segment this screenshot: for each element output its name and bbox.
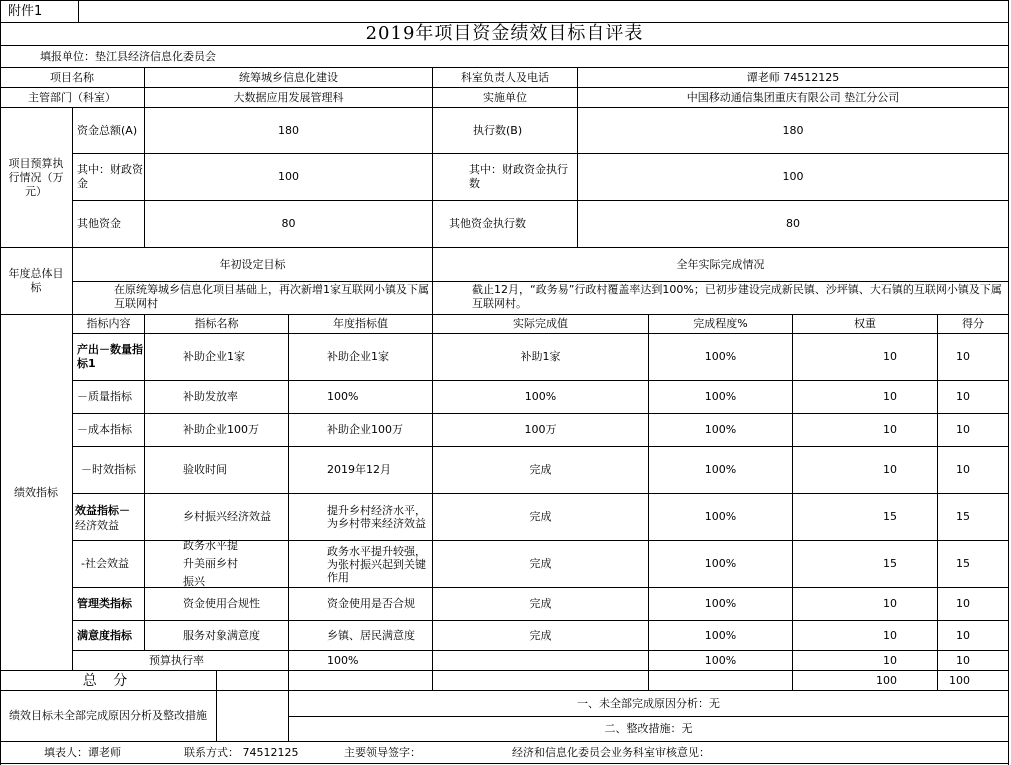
table-row-actual: 100%: [524, 390, 557, 403]
header-actual: 实际完成值: [513, 317, 568, 330]
table-row-content: －时效指标: [81, 463, 136, 476]
exec-value: 180: [782, 123, 804, 137]
table-row-degree: 100%: [704, 350, 737, 363]
review-opinion: 经济和信息化委员会业务科室审核意见：: [512, 745, 710, 759]
table-row-name: 补助企业1家: [183, 350, 245, 363]
total-score-label: 总 分: [82, 672, 134, 689]
actual-header: 全年实际完成情况: [676, 257, 765, 271]
table-row-name: 补助企业100万: [183, 423, 259, 436]
other-exec-value: 80: [786, 217, 800, 230]
table-row-weight: 10: [883, 597, 897, 610]
header-weight: 权重: [854, 317, 876, 330]
analysis-measure: 二、整改措施：无: [604, 722, 693, 735]
table-row-target: 补助企业1家: [327, 350, 389, 363]
table-row-name: 服务对象满意度: [183, 628, 260, 642]
attachment-label: 附件1: [8, 3, 43, 19]
table-row-weight: 15: [883, 510, 897, 523]
table-row-degree: 100%: [704, 423, 737, 436]
annual-goal-label: 年度总体目标: [8, 267, 64, 294]
leader-signature: 主要领导签字：: [344, 745, 421, 759]
dept-value: 大数据应用发展管理科: [233, 90, 344, 104]
table-row-degree: 100%: [704, 597, 737, 610]
table-row-weight: 15: [883, 557, 897, 570]
header-target: 年度指标值: [333, 317, 388, 330]
table-row-content: 产出－数量指标1: [77, 343, 143, 370]
table-row-name: 政务水平提升美丽乡村振兴: [183, 539, 238, 588]
header-name: 指标名称: [194, 317, 239, 330]
table-row-content: 管理类指标: [77, 597, 132, 610]
table-row-weight: 10: [883, 628, 897, 642]
dept-label: 主管部门（科室）: [28, 90, 116, 104]
total-weight: 100: [876, 673, 897, 687]
table-row-degree: 100%: [704, 628, 737, 642]
fiscal-exec-label: 其中：财政资金执行数: [469, 163, 568, 190]
table-row-weight: 10: [883, 463, 897, 476]
table-row-actual: 完成: [529, 628, 552, 642]
project-name-label: 项目名称: [50, 70, 94, 84]
table-row-score: 10: [956, 597, 970, 610]
analysis-label: 绩效目标未全部完成原因分析及整改措施: [9, 709, 207, 722]
table-row-score: 10: [956, 350, 970, 363]
table-row-actual: 完成: [529, 557, 552, 570]
table-row-score: 10: [956, 390, 970, 403]
table-row-target: 政务水平提升较强，为张村振兴起到关键作用: [327, 544, 426, 584]
benefit-indicator-heading: 效益指标－: [75, 504, 130, 517]
fiscal-funds-value: 100: [278, 170, 299, 183]
table-row-content: －成本指标: [77, 423, 132, 436]
impl-value: 中国移动通信集团重庆有限公司 垫江分公司: [686, 90, 900, 104]
table-row-degree: 100%: [704, 510, 737, 523]
contact-label: 科室负责人及电话: [461, 70, 549, 84]
table-row-weight: 10: [883, 423, 897, 436]
contact-value: 谭老师 74512125: [746, 70, 840, 84]
budget-rate-weight: 10: [883, 653, 897, 667]
other-exec-label: 其他资金执行数: [449, 217, 526, 230]
total-score: 100: [949, 673, 970, 687]
budget-section-label: 项目预算执行情况（万元）: [8, 156, 64, 198]
reporting-unit: 填报单位：垫江县经济信息化委员会: [40, 49, 216, 63]
table-row-actual: 完成: [529, 463, 552, 476]
actual-text: 截止12月，“政务易”行政村覆盖率达到100%；已初步建设完成新民镇、沙坪镇、大石镇的互联网小镇及下属互联网村。: [472, 283, 1002, 310]
analysis-reason: 一、未全部完成原因分析：无: [577, 696, 720, 710]
target-text: 在原统筹城乡信息化项目基础上，再次新增1家互联网小镇及下属互联网村: [114, 283, 429, 310]
table-row-degree: 100%: [704, 390, 737, 403]
table-row-actual: 100万: [524, 423, 557, 436]
table-row-name: 乡村振兴经济效益: [183, 510, 271, 523]
table-row-content: -社会效益: [81, 557, 129, 570]
table-row-score: 10: [956, 628, 970, 642]
total-funds-value: 180: [278, 123, 299, 137]
budget-rate-degree: 100%: [704, 653, 737, 667]
table-row-weight: 10: [883, 350, 897, 363]
fiscal-exec-value: 100: [782, 170, 804, 183]
benefit-indicator-sub: 经济效益: [75, 519, 119, 532]
table-row-content: －质量指标: [77, 390, 132, 403]
other-funds-value: 80: [281, 217, 296, 230]
table-row-name: 验收时间: [183, 463, 227, 476]
table-row-score: 15: [956, 557, 970, 570]
project-name-value: 统筹城乡信息化建设: [239, 70, 338, 84]
table-row-weight: 10: [883, 390, 897, 403]
table-row-target: 提升乡村经济水平，为乡村带来经济效益: [327, 504, 426, 530]
table-row-target: 补助企业100万: [327, 423, 403, 436]
impl-label: 实施单位: [483, 90, 527, 104]
table-row-score: 15: [956, 510, 970, 523]
table-row-degree: 100%: [704, 557, 737, 570]
table-row-content: 满意度指标: [77, 628, 132, 642]
table-row-score: 10: [956, 463, 970, 476]
perf-section-label: 绩效指标: [14, 485, 58, 499]
table-row-target: 乡镇、居民满意度: [327, 628, 415, 642]
table-row-score: 10: [956, 423, 970, 436]
header-content: 指标内容: [86, 317, 131, 330]
form-title: 2019年项目资金绩效目标自评表: [365, 23, 644, 44]
header-score: 得分: [962, 317, 984, 330]
table-row-name: 补助发放率: [183, 390, 238, 403]
fiscal-funds-label: 其中：财政资金: [77, 163, 143, 190]
table-row-actual: 完成: [529, 597, 552, 610]
target-header: 年初设定目标: [219, 257, 286, 271]
exec-label: 执行数(B): [473, 123, 523, 137]
header-degree: 完成程度%: [693, 317, 748, 330]
total-funds-label: 资金总额(A): [77, 123, 138, 137]
table-row-degree: 100%: [704, 463, 737, 476]
table-row-actual: 补助1家: [520, 350, 561, 363]
filler-name: 填表人：谭老师: [44, 745, 121, 759]
budget-rate-score: 10: [956, 653, 970, 667]
budget-rate-target: 100%: [327, 653, 359, 667]
table-row-actual: 完成: [529, 510, 552, 523]
table-row-target: 2019年12月: [327, 463, 391, 476]
other-funds-label: 其他资金: [77, 217, 121, 230]
table-row-target: 资金使用是否合规: [327, 597, 415, 610]
table-row-name: 资金使用合规性: [183, 597, 260, 610]
footer-contact: 联系方式： 74512125: [184, 745, 299, 759]
table-row-content: [73, 494, 144, 540]
table-row-target: 100%: [327, 390, 359, 403]
budget-rate-label: 预算执行率: [149, 653, 204, 667]
